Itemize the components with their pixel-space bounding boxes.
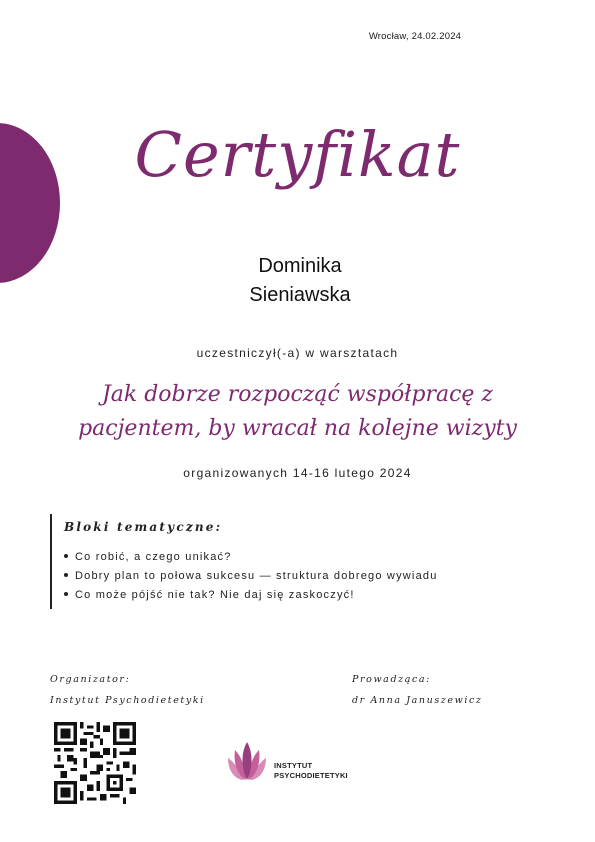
lotus-logo-icon <box>222 738 272 788</box>
topic-text: Dobry plan to połowa sukcesu — struktura dobrego wywiadu <box>75 570 438 582</box>
organizer-label: Organizator: <box>50 674 131 685</box>
workshop-title-line-2: pacjentem, by wracał na kolejne wizyty <box>78 416 517 441</box>
topics-list <box>64 548 550 605</box>
participation-text: uczestniczył(-a) w warsztatach <box>196 346 399 360</box>
recipient-last-name: Sieniawska <box>249 284 351 306</box>
host-label: Prowadząca: <box>352 674 431 685</box>
topic-text: Co robić, a czego unikać? <box>75 551 232 563</box>
workshop-title-line-1: Jak dobrze rozpocząć współpracę z <box>101 382 494 407</box>
list-item <box>64 548 550 567</box>
recipient-name <box>150 252 450 310</box>
logo-text-line-1: INSTYTUT <box>274 761 313 770</box>
organizer-name: Instytut Psychodietetyki <box>50 695 205 706</box>
institute-logo <box>222 738 362 788</box>
host-name: dr Anna Januszewicz <box>352 695 483 706</box>
workshop-title <box>40 378 555 446</box>
organized-dates: organizowanych 14-16 lutego 2024 <box>183 466 412 480</box>
organizer-block <box>50 669 205 711</box>
logo-text <box>274 761 348 781</box>
list-item <box>64 567 550 586</box>
qr-code-icon <box>54 722 136 804</box>
bullet-icon <box>64 592 68 596</box>
host-block <box>352 669 483 711</box>
topics-section <box>50 514 550 609</box>
list-item <box>64 586 550 605</box>
topic-text: Co może pójść nie tak? Nie daj się zaskoczyć! <box>75 589 355 601</box>
issue-date: Wrocław, 24.02.2024 <box>368 31 462 42</box>
bullet-icon <box>64 573 68 577</box>
logo-text-line-2: PSYCHODIETETYKI <box>274 771 348 780</box>
topics-heading: Bloki tematyczne: <box>64 520 223 534</box>
certificate-title: Certyfikat <box>134 118 461 191</box>
recipient-first-name: Dominika <box>258 255 342 277</box>
bullet-icon <box>64 554 68 558</box>
